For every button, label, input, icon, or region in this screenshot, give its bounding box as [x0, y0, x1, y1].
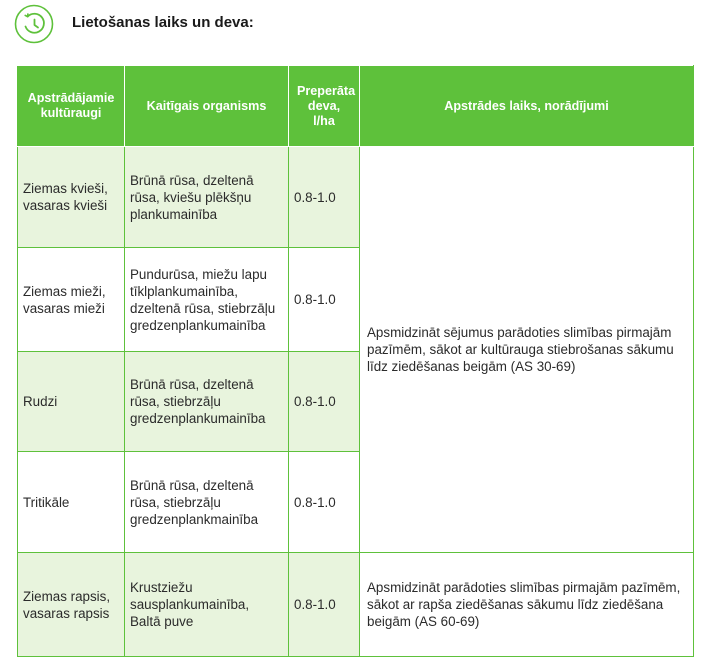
dose-cell: 0.8-1.0 — [289, 553, 360, 657]
organism-cell: Krustziežu sausplankumainība, Baltā puve — [125, 553, 289, 657]
header-dose: Preperāta deva, l/ha — [289, 66, 360, 147]
section-title: Lietošanas laiks un deva: — [72, 14, 254, 31]
table-row — [18, 553, 694, 657]
crop-cell: Ziemas rapsis, vasaras rapsis — [18, 553, 125, 657]
clock-icon — [14, 4, 54, 44]
crop-cell: Rudzi — [18, 352, 125, 452]
dose-cell: 0.8-1.0 — [289, 352, 360, 452]
crop-cell: Ziemas mieži, vasaras mieži — [18, 248, 125, 352]
organism-cell: Brūnā rūsa, dzeltenā rūsa, stiebrzāļu gredzenplankumainība — [125, 352, 289, 452]
header-crops: Apstrādājamie kultūraugi — [18, 66, 125, 147]
table-header-row — [18, 66, 694, 147]
dose-cell: 0.8-1.0 — [289, 147, 360, 248]
crop-cell: Ziemas kvieši, vasaras kvieši — [18, 147, 125, 248]
dose-cell: 0.8-1.0 — [289, 452, 360, 553]
organism-cell: Brūnā rūsa, dzeltenā rūsa, kviešu plēkšņu plankumainība — [125, 147, 289, 248]
header-organism: Kaitīgais organisms — [125, 66, 289, 147]
organism-cell: Pundurūsa, miežu lapu tīklplankumainība, dzeltenā rūsa, stiebrzāļu gredzenplankumainība — [125, 248, 289, 352]
section-header — [14, 4, 54, 44]
timing-notes-rapeseed: Apsmidzināt parādoties slimības pirmajām pazīmēm, sākot ar rapša ziedēšanas sākumu līdz ziedēšana beigām (AS 60-69) — [360, 553, 694, 657]
timing-notes-cereals: Apsmidzināt sējumus parādoties slimības pirmajām pazīmēm, sākot ar kultūrauga stiebrošanas sākumu līdz ziedēšanas beigām (AS 30-69) — [360, 147, 694, 553]
dose-cell: 0.8-1.0 — [289, 248, 360, 352]
usage-table — [17, 65, 694, 657]
organism-cell: Brūnā rūsa, dzeltenā rūsa, stiebrzāļu gredzenplankmainība — [125, 452, 289, 553]
header-timing: Apstrādes laiks, norādījumi — [360, 66, 694, 147]
crop-cell: Tritikāle — [18, 452, 125, 553]
table-row — [18, 147, 694, 248]
